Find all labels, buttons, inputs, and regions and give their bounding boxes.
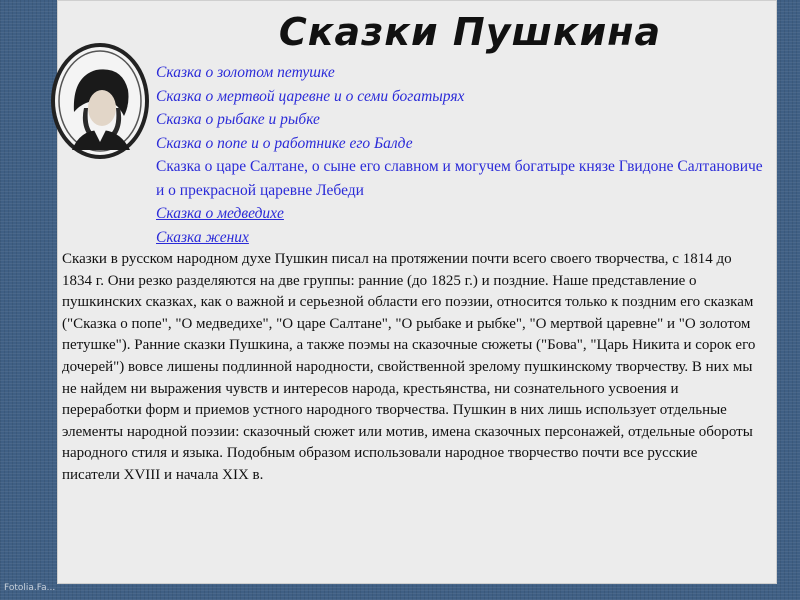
tale-link-fisherman[interactable]: Сказка о рыбаке и рыбке — [156, 111, 320, 128]
body-text: Сказки в русском народном духе Пушкин писал на протяжении почти всего своего творчества, с 1814 до 1834 г. Они резко разделяются на две группы: ранние (до 1825 г.) и поздние. Наше представление о пушкинских сказках, как о важной и серьезной области его поэзии, относится только к поздним его сказкам ("Сказка о попе", "О медведихе", "О царе Салтане", "О рыбаке и рыбке", "О мертвой царевне" и "О золотом петушке"). Ранние сказки Пушкина, а также поэмы на сказочные сюжеты ("Бова", "Царь Никита и сорок его дочерей") вовсе лишены подлинной народности, свойственной зрелому пушкинскому творчеству. В них мы не найдем ни выражения чувств и интересов народа, крестьянства, ни сознательного усвоения и переработки форм и приемов устного народного творчества. Пушкин в них лишь использует отдельные элементы народной поэзии: сказочный сюжет или мотив, имена сказочных персонажей, отдельные обороты народного стиля и языка. Подобным образом использовали народное творчество почти все русские писатели XVIII и начала XIX в. — [62, 251, 756, 483]
watermark: Fotolia.Fa... — [4, 583, 56, 593]
pushkin-portrait-icon — [50, 42, 150, 160]
tale-link-tsar-saltan[interactable]: Сказка о царе Салтане, о сыне его славном и могучем богатыре князе Гвидоне Салтановиче и о прекрасной царевне Лебеди — [156, 158, 763, 199]
tale-link-bridegroom[interactable]: Сказка жених — [156, 228, 249, 246]
tale-link-dead-princess[interactable]: Сказка о мертвой царевне и о семи богатырях — [156, 87, 465, 105]
tale-link-golden-cockerel[interactable]: Сказка о золотом петушке — [156, 64, 335, 81]
tale-link-she-bear[interactable]: Сказка о медведихе — [156, 205, 284, 222]
tales-link-list — [156, 61, 766, 249]
tale-link-priest-balda[interactable]: Сказка о попе и о работнике его Балде — [156, 134, 413, 152]
slide-title: Сказки Пушкина — [278, 10, 662, 54]
